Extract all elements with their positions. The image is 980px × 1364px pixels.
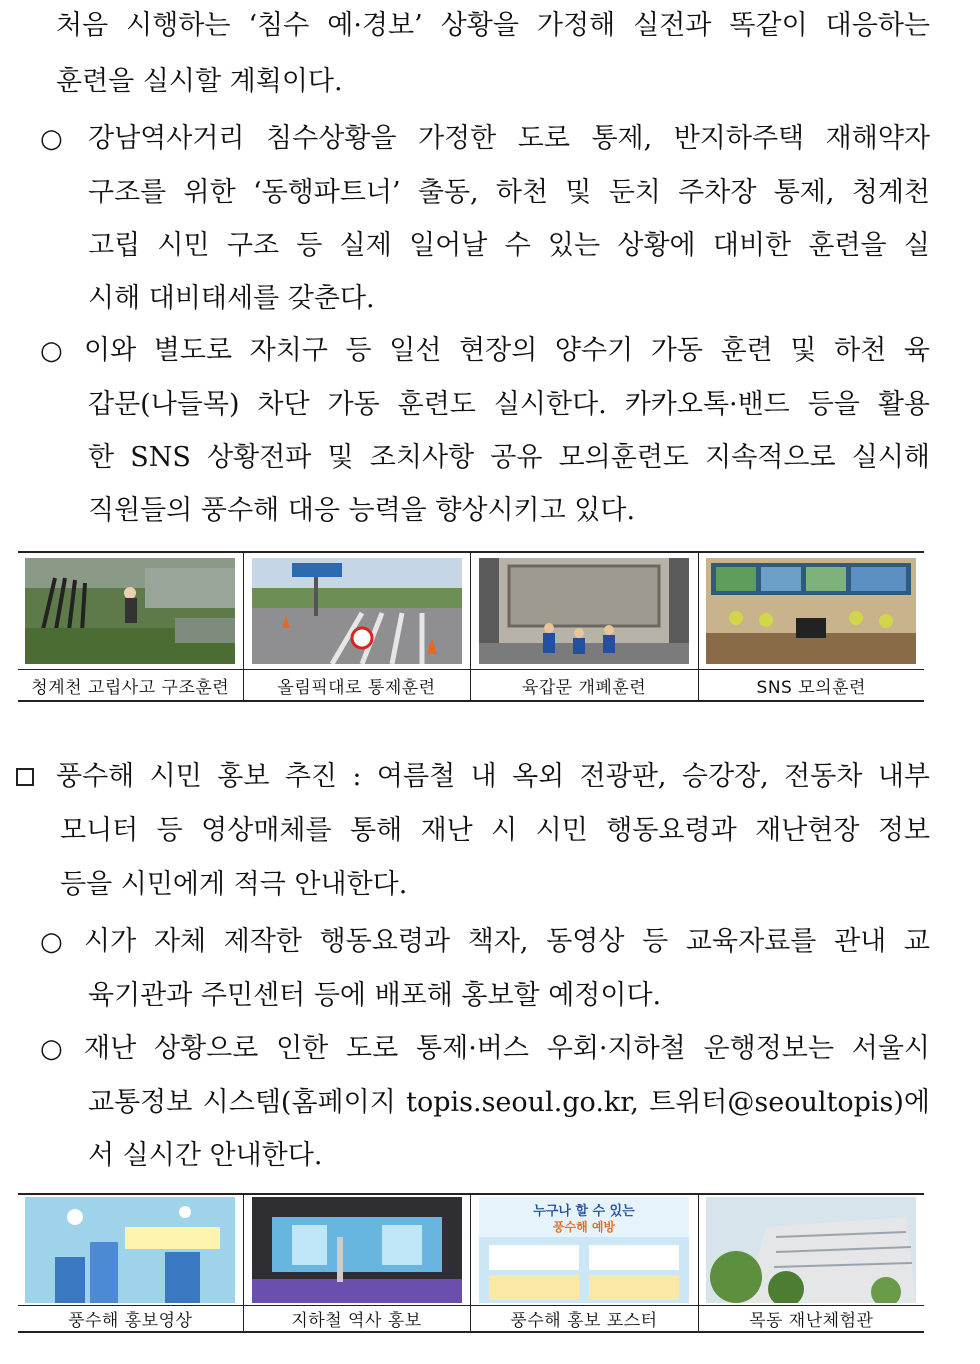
photo-caption: 청계천 고립사고 구조훈련 — [18, 670, 243, 702]
poster-subtitle: 풍수해 예방 — [552, 1220, 616, 1234]
control-room-photo — [706, 558, 916, 664]
bullet-circle-icon: ○ — [40, 1034, 63, 1064]
section2-heading-line-2: 모니터 등 영상매체를 통해 재난 시 시민 행동요령과 재난현장 정보 — [60, 815, 930, 846]
bullet-circle-icon: ○ — [40, 124, 63, 154]
photo-caption: 풍수해 홍보영상 — [18, 1306, 243, 1333]
floodgate-photo — [479, 558, 689, 664]
building-photo — [706, 1197, 916, 1303]
bullet1-line-4: 시해 대비태세를 갖춘다. — [88, 283, 375, 314]
s2-bullet1-line-2: 육기관과 주민센터 등에 배포해 홍보할 예정이다. — [88, 980, 662, 1011]
bullet2-line-3: 한 SNS 상황전파 및 조치사항 공유 모의훈련도 지속적으로 실시해 — [88, 442, 930, 473]
photo-caption: 목동 재난체험관 — [698, 1306, 924, 1333]
photo-caption: 올림픽대로 통제훈련 — [243, 670, 470, 702]
bullet-circle-icon: ○ — [40, 927, 63, 957]
bullet1-line-1: 강남역사거리 침수상황을 가정한 도로 통제, 반지하주택 재해약자 — [88, 123, 930, 154]
photo-caption: SNS 모의훈련 — [698, 670, 924, 702]
photo-caption: 지하철 역사 홍보 — [243, 1306, 470, 1333]
s2-bullet1-line-1: 시가 자체 제작한 행동요령과 책자, 동영상 등 교육자료를 관내 교 — [84, 926, 930, 957]
s2-bullet2-line-1: 재난 상황으로 인한 도로 통제·버스 우회·지하철 운행정보는 서울시 — [84, 1033, 930, 1064]
bullet2-line-1: 이와 별도로 자치구 등 일선 현장의 양수기 가동 훈련 및 하천 육 — [84, 335, 930, 366]
bullet2-line-4: 직원들의 풍수해 대응 능력을 향상시키고 있다. — [88, 495, 636, 526]
photo-caption: 풍수해 홍보 포스터 — [470, 1306, 698, 1333]
bullet2-line-2: 갑문(나들목) 차단 가동 훈련도 실시한다. 카카오톡·밴드 등을 활용 — [88, 389, 930, 420]
intro-line-2: 훈련을 실시할 계획이다. — [56, 66, 343, 97]
s2-bullet2-line-3: 서 실시간 안내한다. — [88, 1140, 323, 1171]
bullet-circle-icon: ○ — [40, 336, 63, 366]
square-bullet-icon — [16, 768, 34, 786]
subway-promo-photo — [252, 1197, 462, 1303]
photo-table-1 — [18, 551, 924, 702]
bullet1-line-3: 고립 시민 구조 등 실제 일어날 수 있는 상황에 대비한 훈련을 실 — [88, 230, 930, 261]
bullet1-line-2: 구조를 위한 ‘동행파트너’ 출동, 하천 및 둔치 주차장 통제, 청계천 — [88, 177, 930, 208]
road-control-photo — [252, 558, 462, 664]
photo-caption: 육갑문 개폐훈련 — [470, 670, 698, 702]
s2-bullet2-line-2: 교통정보 시스템(홈페이지 topis.seoul.go.kr, 트위터@seoultopis)에 — [88, 1087, 930, 1118]
promo-video-photo — [25, 1197, 235, 1303]
section2-heading-line-3: 등을 시민에게 적극 안내한다. — [60, 869, 408, 900]
section2-heading-line-1: 풍수해 시민 홍보 추진 : 여름철 내 옥외 전광판, 승강장, 전동차 내부 — [56, 761, 930, 792]
poster-photo — [479, 1197, 689, 1303]
rescue-photo — [25, 558, 235, 664]
photo-table-2 — [18, 1193, 924, 1333]
poster-title: 누구나 할 수 있는 — [533, 1204, 635, 1219]
intro-line-1: 처음 시행하는 ‘침수 예·경보’ 상황을 가정해 실전과 똑같이 대응하는 — [56, 10, 930, 41]
